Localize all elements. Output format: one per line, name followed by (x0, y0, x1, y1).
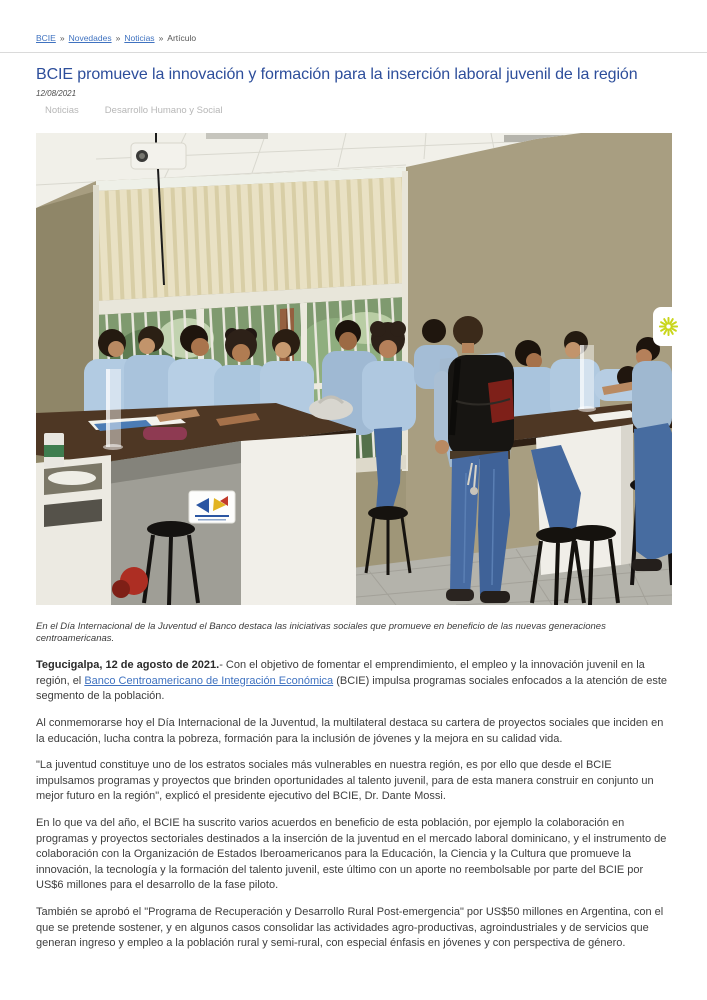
breadcrumb-link-bcie[interactable]: BCIE (36, 33, 56, 43)
tag-noticias[interactable]: Noticias (45, 104, 79, 116)
article-paragraph-3: "La juventud constituye uno de los estratos sociales más vulnerables en nuestra región, es por ello que desde el BCIE impulsamos programas y proyectos que brinden oportunidades al talento juvenil, para de esta manera construir en conjunto un mejor futuro en la región", explicó el presidente ejecutivo del BCIE, Dr. Dante Mossi. (36, 759, 654, 803)
article-paragraph-1: Tegucigalpa, 12 de agosto de 2021.- Con el objetivo de fomentar el emprendimiento, el empleo y la innovación juvenil en la región, el Banco Centroamericano de Integración Económica (BCIE) impulsa programas sociales enfocados a la atención de este segmento de la población. (36, 659, 668, 703)
dateline: Tegucigalpa, 12 de agosto de 2021. (36, 659, 220, 672)
page-title: BCIE promueve la innovación y formación para la inserción laboral juvenil de la región (36, 65, 638, 83)
asterisk-icon (659, 317, 678, 336)
article-paragraph-5: También se aprobó el "Programa de Recuperación y Desarrollo Rural Post-emergencia" por US$50 millones en Argentina, con el que se pretende sostener, y en algunos casos consolidar las actividades agro-productivas, agroindustriales y de servicios que generan ingreso y empleo a la población rural y semi-rural, con especial énfasis en jóvenes y con perspectiva de género. (36, 905, 664, 950)
article-paragraph-2: Al conmemorarse hoy el Día Internacional de la Juventud, la multilateral destaca su cartera de proyectos sociales que inciden en la educación, lucha contra la pobreza, formación para la inclusión de jóvenes y la mejora en su calidad vida. (36, 716, 664, 745)
breadcrumb-current: Artículo (167, 33, 197, 43)
breadcrumb-separator: » (158, 33, 164, 43)
tag-desarrollo-humano[interactable]: Desarrollo Humano y Social (104, 104, 223, 116)
accessibility-widget-tab[interactable] (653, 307, 707, 346)
breadcrumb-separator: » (115, 33, 121, 43)
photo-caption: En el Día Internacional de la Juventud el Banco destaca las iniciativas sociales que promueve en beneficio de las nuevas generaciones centroamericanas. (36, 620, 606, 644)
header-divider (0, 52, 707, 53)
breadcrumb (0, 0, 707, 52)
breadcrumb-link-noticias[interactable]: Noticias (124, 33, 155, 43)
article-tags (36, 105, 671, 116)
bcie-link[interactable]: Banco Centroamericano de Integración Económica (84, 674, 334, 687)
breadcrumb-link-novedades[interactable]: Novedades (68, 33, 112, 43)
article-body (36, 658, 671, 952)
article-photo (36, 133, 672, 605)
article-paragraph-4: En lo que va del año, el BCIE ha suscrito varios acuerdos en beneficio de esta población, por ejemplo la colaboración en programas y proyectos sectoriales destinados a la inserción de la juventud en el mercado laboral dominicano, y el instrumento de colaboración con la Organización de Estados Iberoamericanos para la Educación, la Ciencia y la Cultura que promueve la innovación, la tecnología y la formación del talento juvenil, este último con un aporte no reembolsable por parte del BCIE por US$6 millones para el desarrollo de la fase piloto. (36, 816, 667, 892)
breadcrumb-separator: » (59, 33, 65, 43)
article-date: 12/08/2021 (36, 88, 77, 98)
